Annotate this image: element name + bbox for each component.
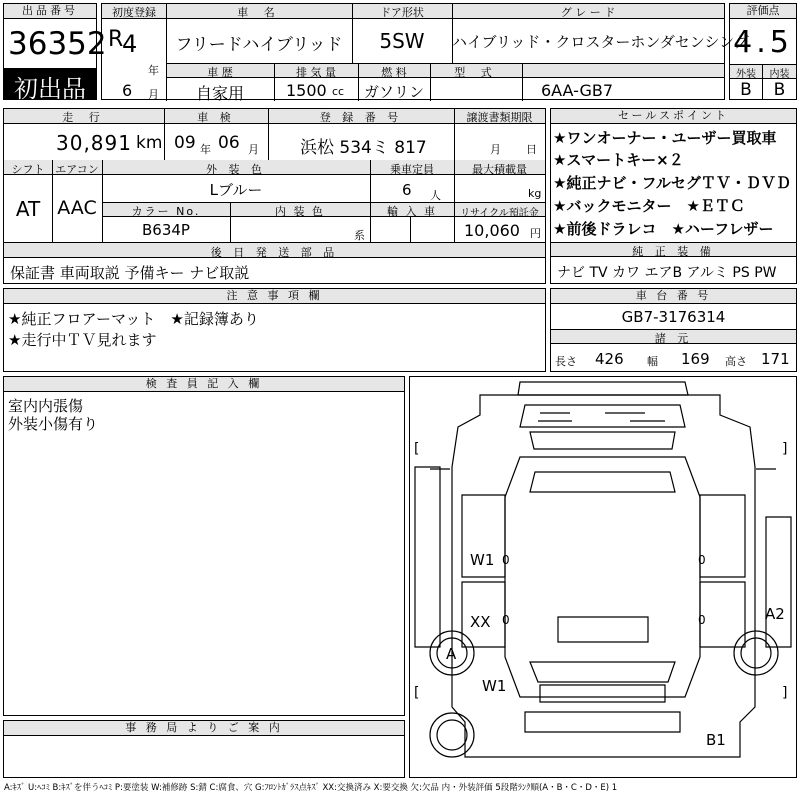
chassis-label: 車 台 番 号: [551, 289, 796, 304]
height-label: 高さ: [725, 355, 747, 368]
inspection-label: 車 検: [197, 111, 235, 124]
door-type-value: 5SW: [379, 29, 425, 53]
recycle-value: 10,060: [464, 221, 520, 240]
exterior-color-value: Lブルー: [209, 181, 263, 199]
inspector-box: [3, 376, 405, 716]
lot-number: 36352: [8, 26, 107, 62]
history-value: 自家用: [195, 84, 244, 103]
damage-mark-b1: B1: [706, 731, 726, 749]
displacement-label: 排 気 量: [296, 66, 336, 79]
history-label: 車 歴: [207, 66, 233, 79]
max-load-label: 最大積載量: [472, 163, 527, 176]
later-parts-label: 後 日 発 送 部 品: [210, 246, 339, 259]
car-name-label: 車 名: [237, 6, 281, 19]
length-label: 長さ: [555, 355, 577, 368]
inspector-note: 室内内張傷: [8, 397, 84, 415]
import-label: 輸 入 車: [387, 205, 437, 218]
damage-mark-zero: 0: [698, 553, 706, 567]
bracket-mark: [: [414, 685, 420, 701]
year-unit: 年: [148, 64, 159, 77]
lot-number-box: [3, 3, 107, 103]
first-listing-text: 初出品: [14, 75, 86, 103]
month-value: 6: [122, 81, 133, 100]
notes-label: 注 意 事 項 欄: [4, 289, 545, 304]
month-unit: 月: [148, 88, 159, 101]
sales-point-line: ★ワンオーナー・ユーザー買取車: [553, 129, 777, 147]
score-box: [729, 3, 797, 100]
notes-line: ★走行中ＴＶ見れます: [8, 331, 157, 349]
fuel-value: ガソリン: [363, 83, 424, 101]
height-value: 171: [761, 350, 790, 368]
color-label: 外 装 色: [206, 163, 266, 176]
color-number-label: カラー No.: [131, 205, 201, 218]
model-value: 6AA-GB7: [540, 81, 614, 100]
first-registration-label: 初度登録: [112, 6, 156, 19]
model-label: 型 式: [454, 66, 498, 79]
inspector-note: 外装小傷有り: [8, 415, 99, 433]
exterior-label: 外装: [736, 69, 756, 80]
inspection-year-unit: 年: [200, 143, 211, 156]
equipment-value: ナビ TV カワ エアB アルミ PS PW: [557, 265, 777, 281]
later-parts-value: 保証書 車両取説 予備キー ナビ取説: [10, 264, 250, 282]
exterior-grade: B: [740, 80, 752, 100]
damage-mark-zero: 0: [502, 553, 510, 567]
damage-mark-w1: W1: [470, 551, 495, 569]
displacement-value: 1500: [286, 81, 327, 100]
interior-label: 内装: [769, 69, 790, 80]
grade-label: グ レ ー ド: [560, 6, 616, 19]
damage-mark-a: A: [446, 645, 457, 663]
shift-label: シフト: [11, 163, 45, 176]
dimensions-label: 諸 元: [654, 332, 693, 345]
damage-mark-w1: W1: [482, 677, 507, 695]
length-value: 426: [595, 350, 624, 368]
bracket-mark: ]: [782, 441, 788, 457]
damage-mark-xx: XX: [470, 613, 491, 631]
office-box: [3, 720, 405, 778]
width-label: 幅: [647, 355, 658, 368]
notes-line: ★純正フロアーマット ★記録簿あり: [8, 310, 259, 328]
sales-points-label: セールスポイント: [551, 109, 796, 124]
aircon-label: エアコン: [55, 163, 99, 176]
door-type-label: ドア形状: [380, 6, 424, 19]
notes-box: [3, 288, 546, 372]
score-value: 4.5: [733, 25, 793, 60]
damage-mark-zero: 0: [502, 613, 510, 627]
inspector-label: 検 査 員 記 入 欄: [4, 377, 404, 392]
plate-label: 登 録 番 号: [319, 111, 403, 124]
era-value: R: [108, 27, 124, 52]
sales-point-line: ★前後ドラレコ ★ハーフレザー: [553, 220, 774, 238]
details-box: [3, 108, 546, 284]
score-label: 評価点: [730, 4, 796, 19]
capacity-label: 乗車定員: [390, 163, 434, 176]
interior-color-label: 内 装 色: [275, 205, 325, 218]
aircon-value: AAC: [57, 197, 97, 219]
car-outline-diagram: [410, 377, 796, 777]
inspection-month-unit: 月: [248, 143, 259, 156]
damage-legend: A:ｷｽﾞ U:ﾍｺﾐ B:ｷｽﾞを伴うﾍｺﾐ P:要塗装 W:補修跡 S:錆 C:腐食、穴 G:ﾌﾛﾝﾄｶﾞﾗｽ点ｷｽﾞ XX:交換済み X:要交換 欠:欠品 内・外装評価 5段階ﾗﾝｸ順(A・B・C・D・E) 1: [4, 783, 618, 793]
damage-mark-a2: A2: [765, 605, 785, 623]
mileage-unit: km: [136, 133, 163, 153]
inspection-year: 09: [174, 133, 196, 153]
car-name: フリードハイブリッド: [175, 35, 343, 55]
equipment-label: 純 正 装 備: [632, 245, 715, 258]
capacity-value: 6: [402, 181, 412, 199]
recycle-unit: 円: [530, 227, 541, 240]
width-value: 169: [681, 350, 710, 368]
office-label: 事 務 局 よ り ご 案 内: [4, 721, 404, 736]
shift-value: AT: [15, 197, 41, 221]
transfer-day-unit: 日: [526, 143, 537, 156]
plate-number: 浜松 534ミ 817: [300, 138, 427, 158]
capacity-unit: 人: [430, 189, 441, 202]
sales-point-line: ★スマートキー×２: [553, 151, 684, 169]
chassis-number: GB7-3176314: [621, 308, 726, 326]
interior-grade: B: [773, 80, 786, 100]
sales-points-box: [550, 108, 797, 284]
mileage-value: 30,891: [56, 131, 132, 155]
max-load-unit: kg: [528, 187, 542, 200]
inspection-month: 06: [218, 133, 240, 153]
chassis-box: [550, 288, 797, 372]
transfer-doc-label: 譲渡書類期限: [466, 111, 533, 124]
displacement-unit: cc: [332, 85, 345, 98]
sales-point-line: ★バックモニター ★ＥＴＣ: [553, 197, 745, 215]
grade-value: ハイブリッド・クロスターホンダセンシング: [452, 33, 749, 51]
bracket-mark: ]: [782, 685, 788, 701]
recycle-label: リサイクル預託金: [460, 208, 539, 219]
lot-number-label: 出品番号: [4, 4, 96, 19]
color-number-value: B634P: [142, 221, 190, 239]
damage-diagram-box: [409, 376, 797, 778]
damage-mark-zero: 0: [698, 613, 706, 627]
mileage-label: 走 行: [62, 111, 106, 124]
year-value: 4: [122, 30, 138, 58]
sales-point-line: ★純正ナビ・フルセグＴＶ・ＤＶＤ: [553, 174, 791, 192]
fuel-label: 燃 料: [381, 66, 407, 79]
transfer-month-unit: 月: [490, 143, 501, 156]
bracket-mark: [: [414, 441, 420, 457]
interior-color-unit: 系: [354, 229, 365, 242]
